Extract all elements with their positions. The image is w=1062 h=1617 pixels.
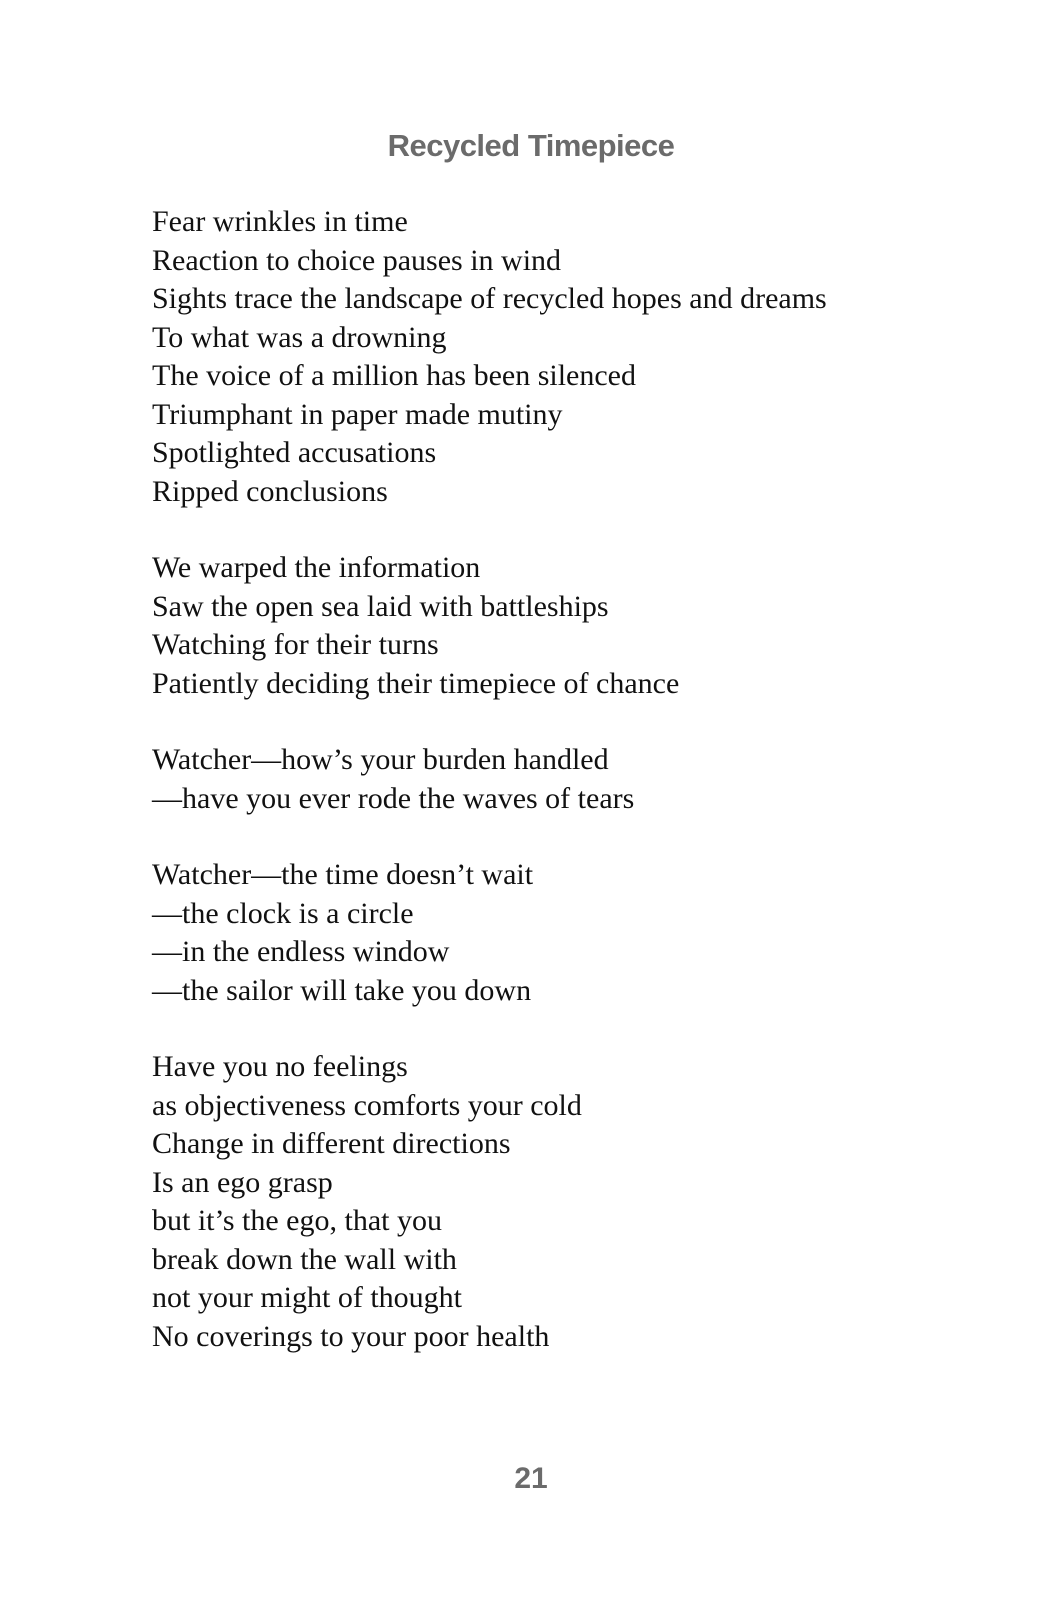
page-number: 21	[514, 1462, 548, 1495]
poem-line: Watcher—how’s your burden handled	[152, 743, 609, 776]
stanza	[152, 1048, 1012, 1356]
poem-line: Sights trace the landscape of recycled hopes and dreams	[152, 282, 827, 315]
poem-line: Triumphant in paper made mutiny	[152, 397, 563, 431]
poem-line: Spotlighted accusations	[152, 436, 437, 469]
poem-line: Ripped conclusions	[152, 474, 388, 508]
poem-line: Change in different directions	[152, 1127, 511, 1160]
poem-line: Patiently deciding their timepiece of chance	[152, 666, 680, 700]
poem-line: —in the endless window	[152, 935, 450, 968]
poem-line: No coverings to your poor health	[152, 1319, 550, 1353]
poem-line: We warped the information	[152, 551, 481, 584]
poem-line: Saw the open sea laid with battleships	[152, 589, 609, 623]
poem-line: To what was a drowning	[152, 320, 447, 354]
poem-line: Watching for their turns	[152, 628, 439, 661]
poem-line: break down the wall with	[152, 1242, 457, 1276]
poem-line: Have you no feelings	[152, 1050, 408, 1083]
poem-line: Fear wrinkles in time	[152, 205, 408, 238]
poem-line: Watcher—the time doesn’t wait	[152, 858, 534, 891]
poem-line: —have you ever rode the waves of tears	[152, 781, 635, 815]
poem-line: Reaction to choice pauses in wind	[152, 243, 562, 277]
poem-line: not your might of thought	[152, 1281, 462, 1314]
stanza	[152, 856, 1012, 1010]
poem-line: as objectiveness comforts your cold	[152, 1088, 582, 1122]
poem-body	[152, 203, 1012, 1356]
poem-line: The voice of a million has been silenced	[152, 359, 636, 392]
poem-line: —the sailor will take you down	[152, 973, 532, 1007]
poem-line: Is an ego grasp	[152, 1165, 333, 1199]
poem-line: but it’s the ego, that you	[152, 1204, 442, 1237]
stanza	[152, 741, 1012, 818]
stanza	[152, 549, 1012, 703]
stanza	[152, 203, 1012, 511]
poem-title: Recycled Timepiece	[387, 128, 675, 163]
poem-line: —the clock is a circle	[152, 896, 414, 930]
